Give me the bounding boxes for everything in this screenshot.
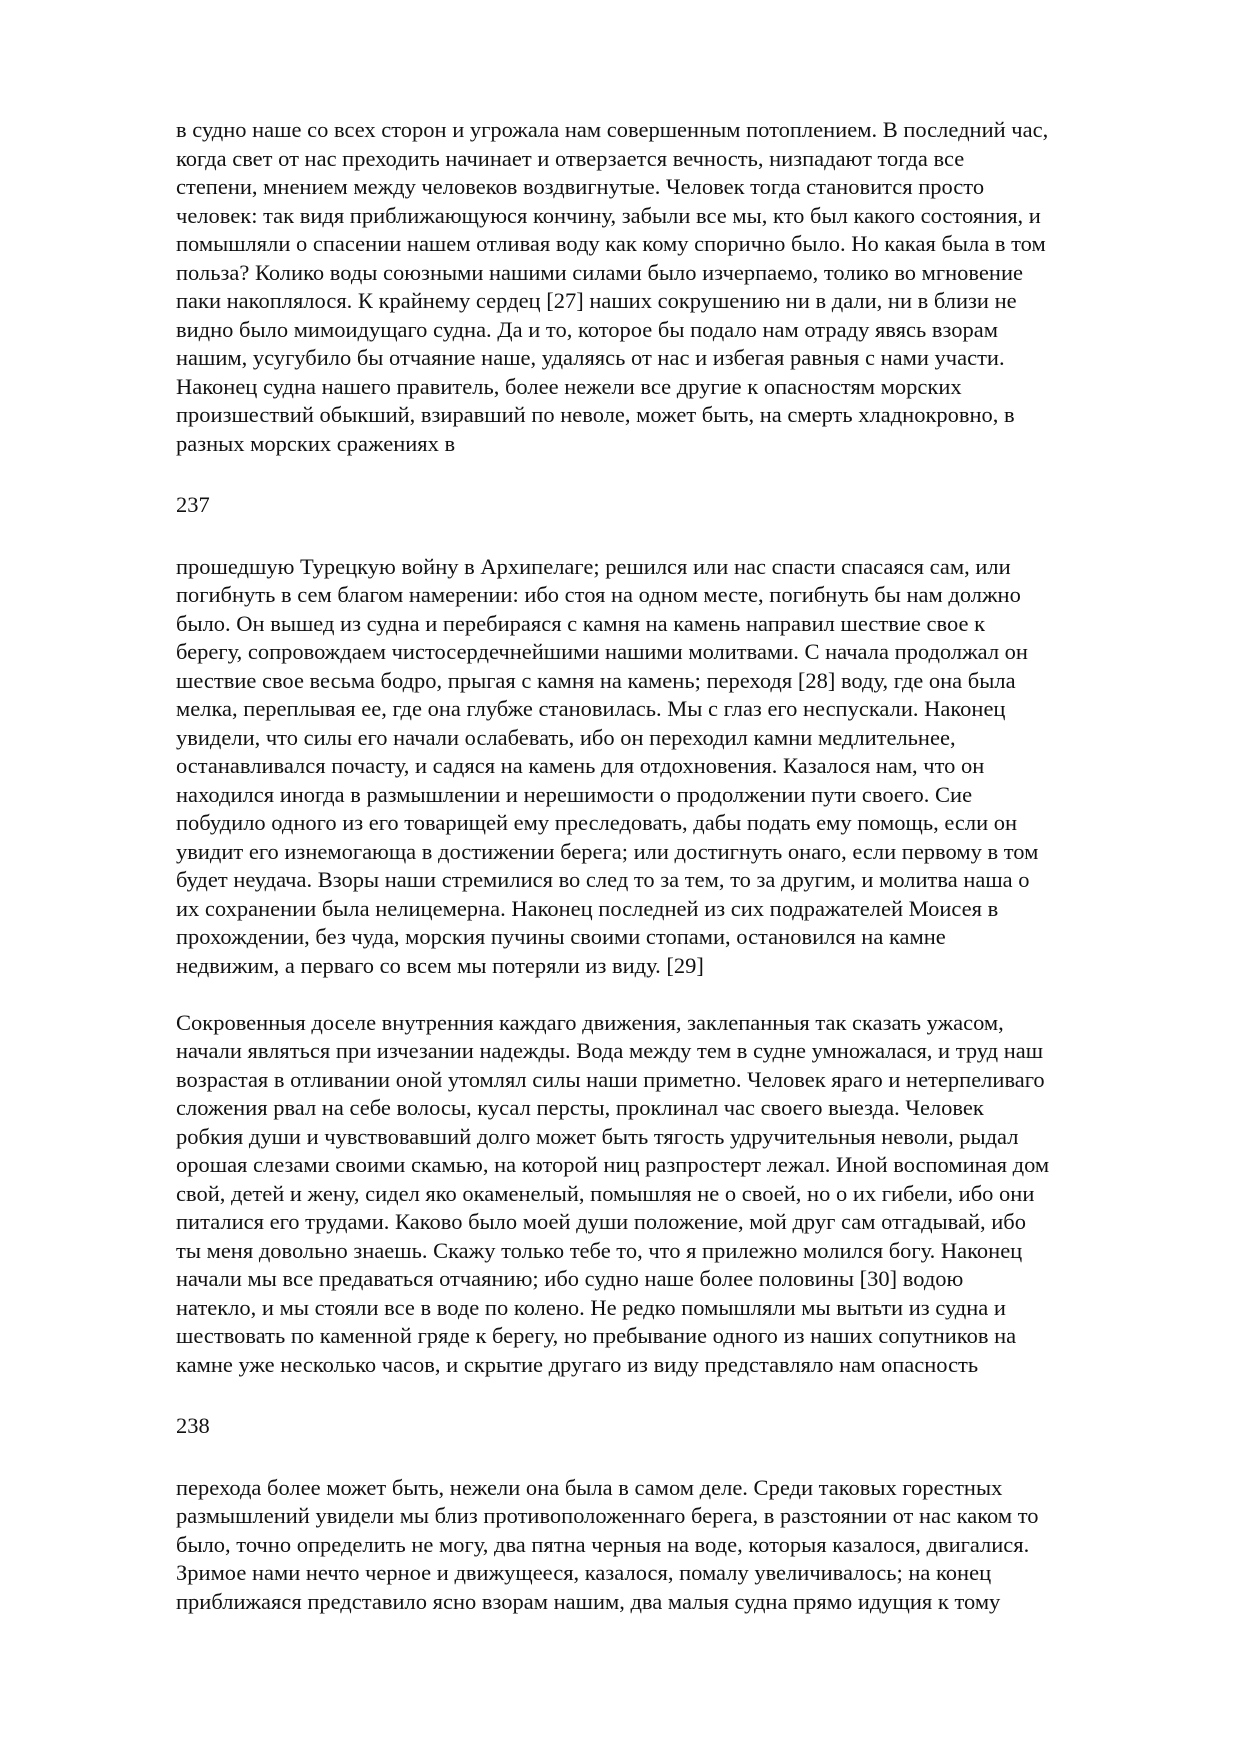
- text-line: начали являться при изчезании надежды. Вода между тем в судне умножалася, и труд наш: [176, 1038, 1044, 1063]
- text-line: будет неудача. Взоры наши стремилися во след то за тем, то за другим, и молитва наша о: [176, 867, 1030, 892]
- paragraph: [176, 1009, 1186, 1380]
- text-line: возрастая в отливании оной утомлял силы наши приметно. Человек яраго и нетерпеливаго: [176, 1066, 1045, 1092]
- text-line: польза? Колико воды союзными нашими силами было изчерпаемо, толико во мгновение: [176, 259, 1023, 285]
- text-line: камне уже несколько часов, и скрытие другаго из виду представляло нам опасность: [176, 1351, 979, 1377]
- text-line: шествие свое весьма бодро, прыгая с камня на камень; переходя [28] воду, где она была: [176, 667, 1016, 693]
- text-line: было. Он вышед из судна и перебираяся с камня на камень направил шествие свое к: [176, 610, 986, 636]
- page-number: 237: [176, 492, 210, 517]
- text-line: прошедшую Турецкую войну в Архипелаге; решился или нас спасти спасаяся сам, или: [176, 553, 1011, 579]
- paragraph: [176, 553, 1186, 981]
- text-line: когда свет от нас преходить начинает и отверзается вечность, низпадают тогда все: [176, 145, 965, 171]
- text-line: мелка, переплывая ее, где она глубже становилась. Мы с глаз его неспускали. Наконец: [176, 696, 1006, 721]
- text-line: произшествий обыкший, взиравший по неволе, может быть, на смерть хладнокровно, в: [176, 402, 1015, 427]
- text-line: увидит его изнемогающа в достижении берега; или достигнуть онаго, если первому в том: [176, 838, 1039, 864]
- text-line: размышлений увидели мы близ противоположеннаго берега, в разстоянии от нас каком то: [176, 1503, 1039, 1528]
- text-line: их сохранении была нелицемерна. Наконец последней из сих подражателей Моисея в: [176, 895, 999, 921]
- paragraph: [176, 1474, 1186, 1617]
- text-line: человек: так видя приближающуюся кончину, забыли все мы, кто был какого состояния, и: [176, 202, 1041, 228]
- text-line: ты меня довольно знаешь. Скажу только тебе то, что я прилежно молился богу. Наконец: [176, 1237, 1023, 1263]
- text-line: робкия души и чувствовавший долго может быть тягость удручительныя неволи, рыдал: [176, 1123, 1019, 1149]
- text-line: побудило одного из его товарищей ему преследовать, дабы подать ему помощь, если он: [176, 810, 1018, 835]
- text-line: сложения рвал на себе волосы, кусал персты, проклинал час своего выезда. Человек: [176, 1095, 984, 1120]
- text-line: питалися его трудами. Каково было моей души положение, мой друг сам отгадывай, ибо: [176, 1209, 1026, 1234]
- text-line: недвижим, а перваго со всем мы потеряли из виду. [29]: [176, 952, 704, 978]
- text-line: погибнуть в сем благом намерении: ибо стоя на одном месте, погибнуть бы нам должно: [176, 582, 1021, 607]
- page-number: 238: [176, 1413, 210, 1438]
- text-line: берегу, сопровождаем чистосердечнейшими нашими молитвами. С начала продолжал он: [176, 639, 1028, 664]
- text-line: перехода более может быть, нежели она была в самом деле. Среди таковых горестных: [176, 1474, 1003, 1500]
- text-line: помышляли о спасении нашем отливая воду как кому спорично было. Но какая была в том: [176, 231, 1046, 256]
- text-line: находился иногда в размышлении и нерешимости о продолжении пути своего. Сие: [176, 781, 973, 807]
- text-line: приближаяся представило ясно взорам нашим, два малыя судна прямо идущия к тому: [176, 1588, 1001, 1614]
- text-line: Сокровенныя доселе внутренния каждаго движения, заклепанныя так сказать ужасом,: [176, 1009, 1004, 1035]
- text-line: степени, мнением между человеков воздвигнутые. Человек тогда становится просто: [176, 174, 985, 199]
- text-line: натекло, и мы стояли все в воде по колено. Не редко помышляли мы вытьти из судна и: [176, 1294, 1006, 1320]
- text-line: было, точно определить не могу, два пятна черныя на воде, которыя казалося, двигалися.: [176, 1531, 1030, 1557]
- paragraph: [176, 116, 1186, 458]
- text-line: Зримое нами нечто черное и движущееся, казалося, помалу увеличивалось; на конец: [176, 1560, 992, 1585]
- text-line: нашим, усугубило бы отчаяние наше, удаляясь от нас и избегая равныя с нами участи.: [176, 345, 1005, 370]
- text-line: Наконец судна нашего правитель, более нежели все другие к опасностям морских: [176, 373, 962, 399]
- text-line: в судно наше со всех сторон и угрожала нам совершенным потоплением. В последний час,: [176, 117, 1049, 142]
- text-line: останавливался почасту, и садяся на камень для отдохновения. Казалося нам, что он: [176, 753, 985, 778]
- text-line: увидели, что силы его начали ослабевать, ибо он переходил камни медлительнее,: [176, 724, 956, 750]
- text-line: видно было мимоидущаго судна. Да и то, которое бы подало нам отраду явясь взорам: [176, 316, 998, 342]
- text-line: начали мы все предаваться отчаянию; ибо судно наше более половины [30] водою: [176, 1266, 964, 1291]
- text-line: орошая слезами своими скамью, на которой ниц разпростерт лежал. Иной воспоминая дом: [176, 1152, 1050, 1177]
- text-line: разных морских сражениях в: [176, 430, 456, 456]
- text-line: прохождении, без чуда, морския пучины своими стопами, остановился на камне: [176, 924, 946, 949]
- text-line: шествовать по каменной гряде к берегу, но пребывание одного из наших сопутников на: [176, 1323, 1017, 1348]
- document-page: [176, 116, 1186, 1616]
- text-line: свой, детей и жену, сидел яко окаменелый, помышляя не о своей, но о их гибели, ибо они: [176, 1180, 1035, 1206]
- text-line: паки накоплялося. К крайнему сердец [27] наших сокрушению ни в дали, ни в близи не: [176, 288, 1017, 313]
